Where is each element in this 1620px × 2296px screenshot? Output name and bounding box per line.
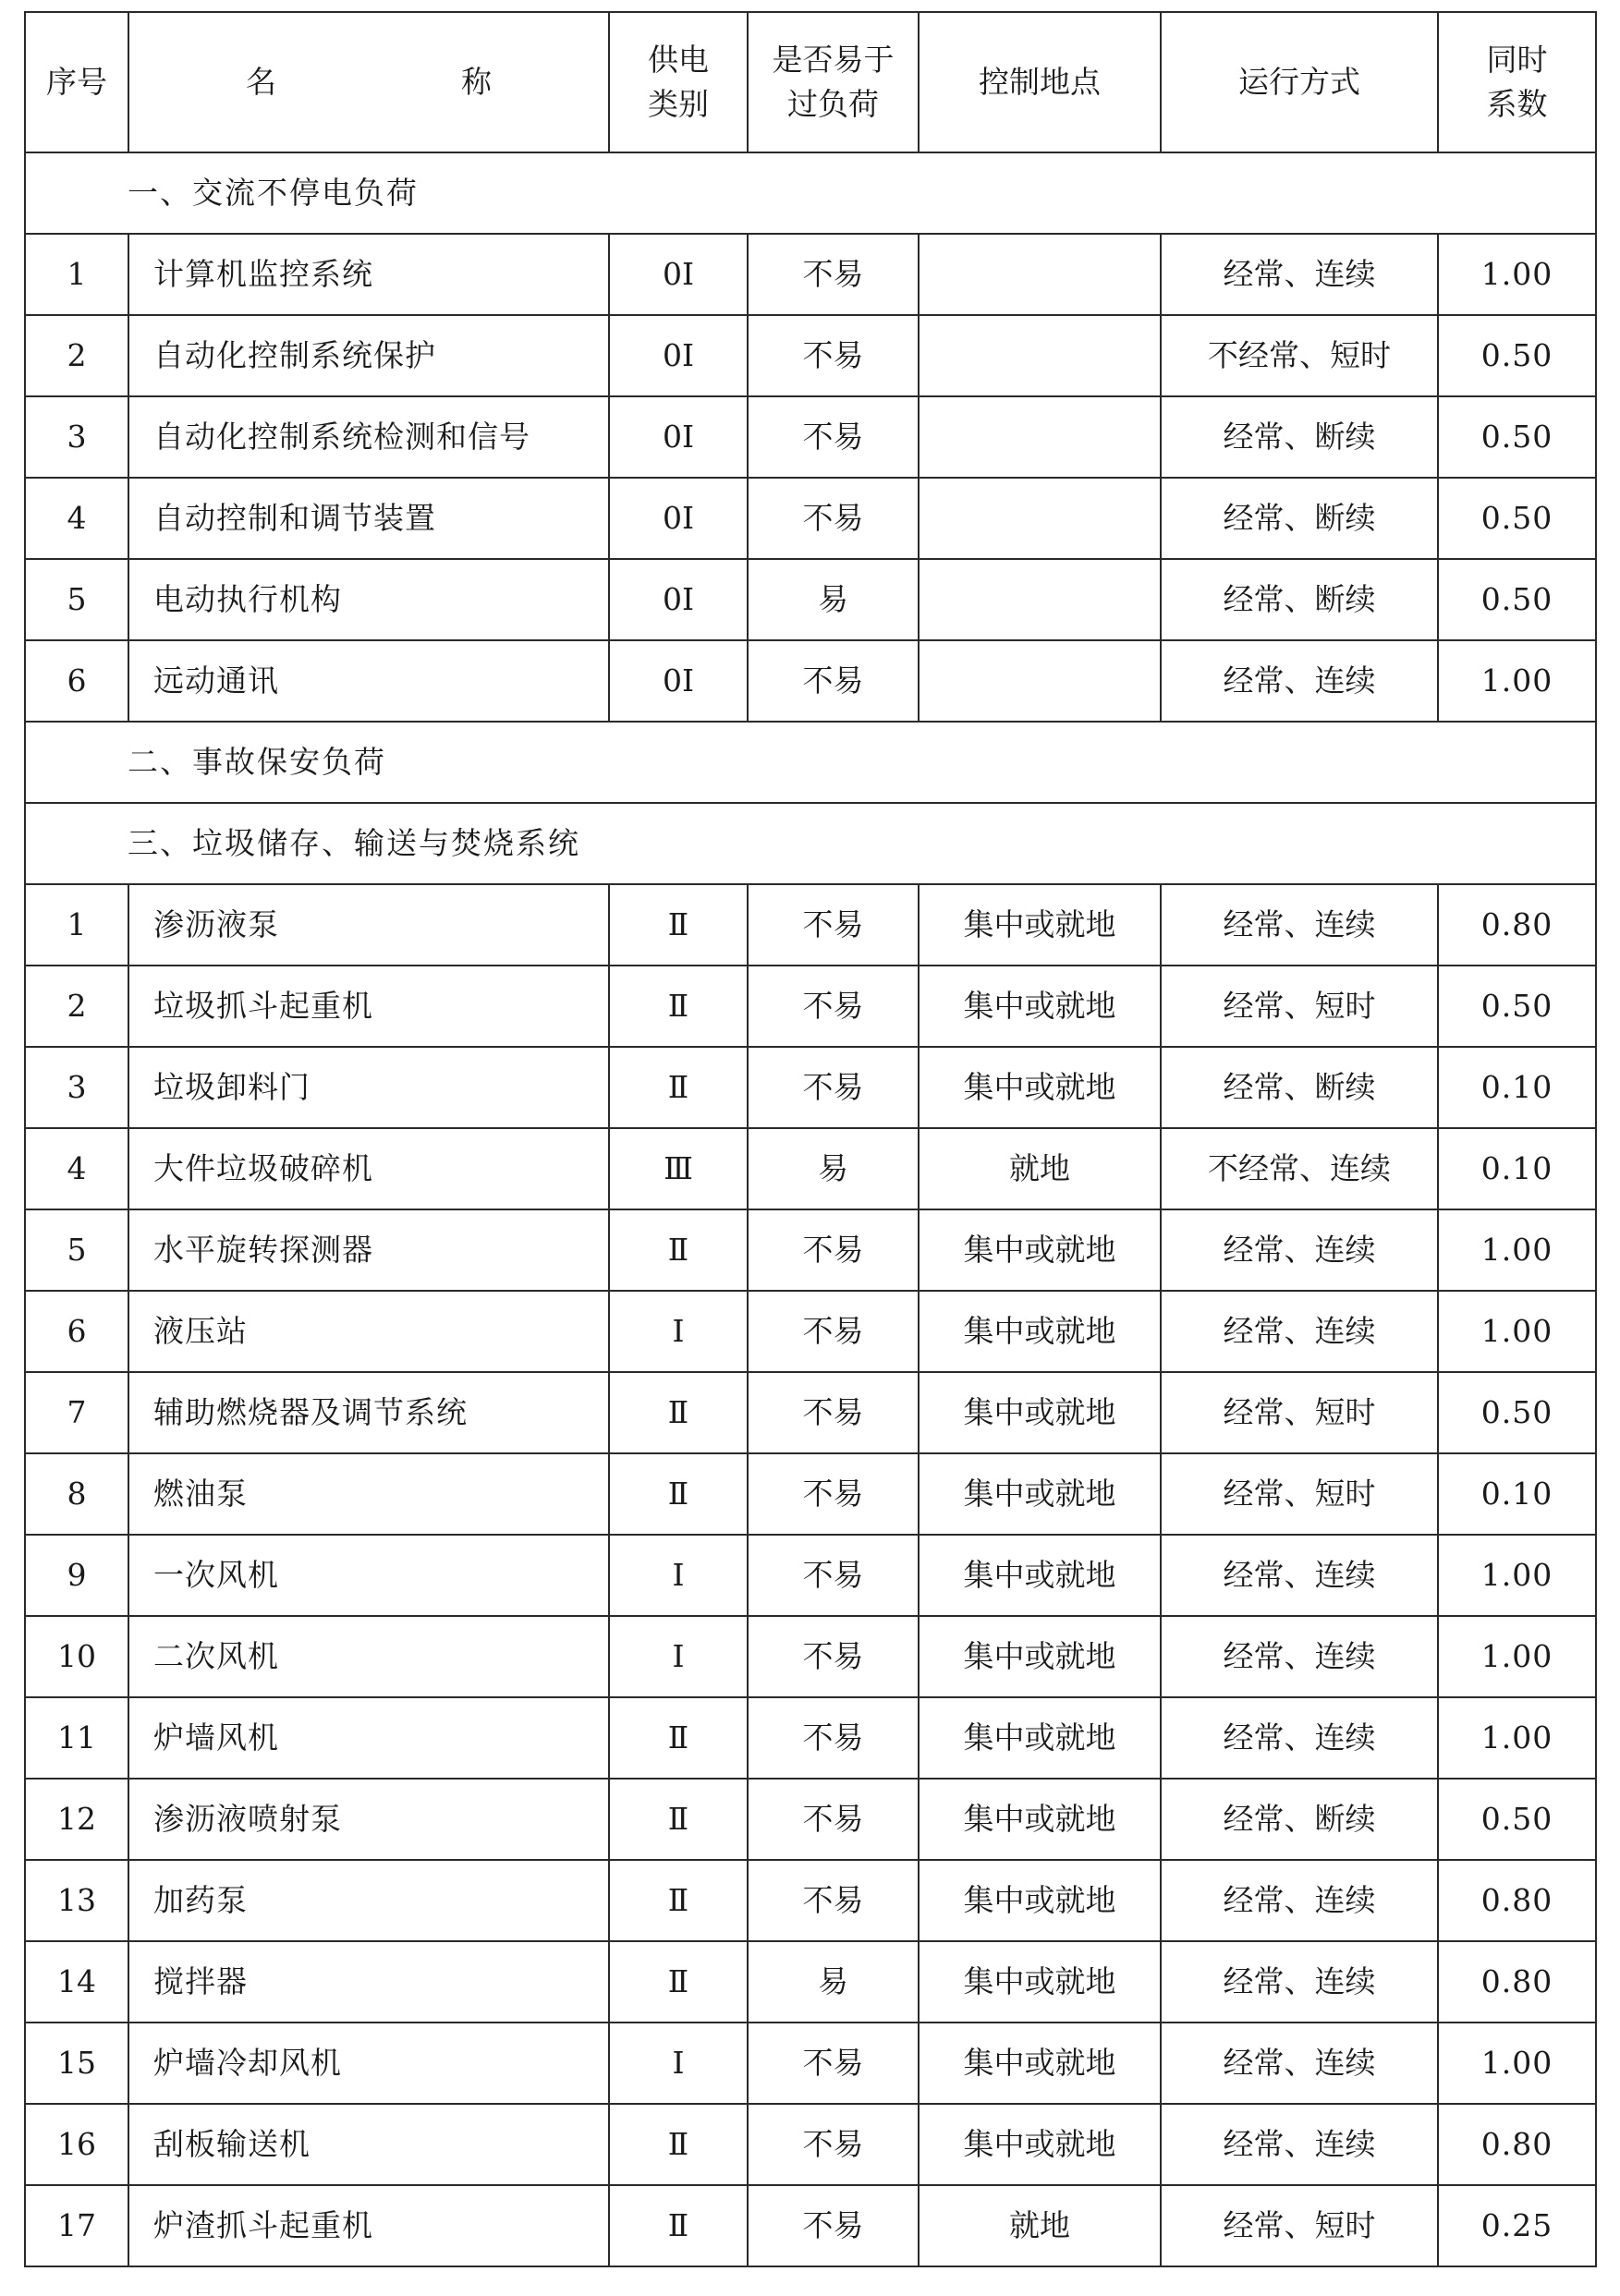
simultaneity-coefficient: 0.10 <box>1438 1453 1596 1535</box>
supply-category: Ⅱ <box>609 1779 748 1860</box>
operation-mode: 经常、连续 <box>1161 1697 1438 1779</box>
table-row <box>25 2185 1596 2266</box>
supply-category: Ⅲ <box>609 1128 748 1209</box>
col-header-seq: 序号 <box>25 12 128 152</box>
supply-category: 0Ⅰ <box>609 559 748 640</box>
supply-category: Ⅱ <box>609 1941 748 2023</box>
control-location: 集中或就地 <box>919 966 1161 1047</box>
row-number: 5 <box>25 1209 128 1291</box>
table-row <box>25 966 1596 1047</box>
simultaneity-coefficient: 0.50 <box>1438 1372 1596 1453</box>
row-number: 12 <box>25 1779 128 1860</box>
simultaneity-coefficient: 1.00 <box>1438 1291 1596 1372</box>
control-location: 集中或就地 <box>919 2023 1161 2104</box>
table-row <box>25 1291 1596 1372</box>
table-row <box>25 396 1596 478</box>
equipment-name: 渗沥液喷射泵 <box>128 1779 609 1860</box>
col-header-overload: 是否易于 过负荷 <box>748 12 919 152</box>
row-number: 3 <box>25 1047 128 1128</box>
equipment-name: 大件垃圾破碎机 <box>128 1128 609 1209</box>
supply-category: Ⅱ <box>609 884 748 966</box>
control-location: 集中或就地 <box>919 1291 1161 1372</box>
table-row <box>25 234 1596 315</box>
simultaneity-coefficient: 0.50 <box>1438 396 1596 478</box>
section-title-ups: 一、交流不停电负荷 <box>25 152 1596 234</box>
operation-mode: 经常、连续 <box>1161 2104 1438 2185</box>
overload-prone: 不易 <box>748 1616 919 1697</box>
supply-category: 0Ⅰ <box>609 396 748 478</box>
control-location <box>919 396 1161 478</box>
table-row <box>25 1697 1596 1779</box>
row-number: 8 <box>25 1453 128 1535</box>
supply-category: Ⅱ <box>609 2185 748 2266</box>
equipment-name: 水平旋转探测器 <box>128 1209 609 1291</box>
table-row <box>25 1453 1596 1535</box>
control-location <box>919 234 1161 315</box>
control-location: 集中或就地 <box>919 1616 1161 1697</box>
control-location: 就地 <box>919 1128 1161 1209</box>
simultaneity-coefficient: 1.00 <box>1438 2023 1596 2104</box>
table-row <box>25 1209 1596 1291</box>
operation-mode: 经常、连续 <box>1161 884 1438 966</box>
supply-category: Ⅱ <box>609 1860 748 1941</box>
equipment-name: 垃圾抓斗起重机 <box>128 966 609 1047</box>
overload-prone: 不易 <box>748 966 919 1047</box>
supply-category: Ⅱ <box>609 2104 748 2185</box>
row-number: 15 <box>25 2023 128 2104</box>
row-number: 1 <box>25 884 128 966</box>
equipment-name: 电动执行机构 <box>128 559 609 640</box>
row-number: 4 <box>25 1128 128 1209</box>
header-row <box>25 12 1596 152</box>
row-number: 4 <box>25 478 128 559</box>
table-row <box>25 1941 1596 2023</box>
equipment-name: 自动化控制系统保护 <box>128 315 609 396</box>
table-row <box>25 2104 1596 2185</box>
equipment-name: 渗沥液泵 <box>128 884 609 966</box>
table-row <box>25 478 1596 559</box>
control-location: 集中或就地 <box>919 1941 1161 2023</box>
overload-prone: 不易 <box>748 640 919 722</box>
simultaneity-coefficient: 0.80 <box>1438 1941 1596 2023</box>
operation-mode: 经常、连续 <box>1161 640 1438 722</box>
operation-mode: 经常、连续 <box>1161 1941 1438 2023</box>
row-number: 1 <box>25 234 128 315</box>
overload-prone: 不易 <box>748 1209 919 1291</box>
control-location: 就地 <box>919 2185 1161 2266</box>
table-row <box>25 2023 1596 2104</box>
overload-prone: 不易 <box>748 1779 919 1860</box>
overload-prone: 不易 <box>748 1047 919 1128</box>
equipment-name: 辅助燃烧器及调节系统 <box>128 1372 609 1453</box>
table-row <box>25 1047 1596 1128</box>
supply-category: Ⅱ <box>609 1372 748 1453</box>
simultaneity-coefficient: 1.00 <box>1438 1535 1596 1616</box>
table-row <box>25 1616 1596 1697</box>
operation-mode: 经常、短时 <box>1161 1372 1438 1453</box>
row-number: 2 <box>25 315 128 396</box>
simultaneity-coefficient: 1.00 <box>1438 234 1596 315</box>
supply-category: Ⅰ <box>609 1535 748 1616</box>
simultaneity-coefficient: 0.10 <box>1438 1128 1596 1209</box>
overload-prone: 不易 <box>748 1291 919 1372</box>
simultaneity-coefficient: 0.50 <box>1438 559 1596 640</box>
overload-prone: 不易 <box>748 396 919 478</box>
supply-category: Ⅱ <box>609 1209 748 1291</box>
row-number: 13 <box>25 1860 128 1941</box>
simultaneity-coefficient: 0.10 <box>1438 1047 1596 1128</box>
table-row <box>25 1860 1596 1941</box>
row-number: 10 <box>25 1616 128 1697</box>
equipment-name: 二次风机 <box>128 1616 609 1697</box>
overload-prone: 不易 <box>748 234 919 315</box>
supply-category: Ⅰ <box>609 2023 748 2104</box>
equipment-name: 炉墙冷却风机 <box>128 2023 609 2104</box>
supply-category: Ⅰ <box>609 1291 748 1372</box>
equipment-name: 液压站 <box>128 1291 609 1372</box>
operation-mode: 不经常、短时 <box>1161 315 1438 396</box>
simultaneity-coefficient: 0.80 <box>1438 884 1596 966</box>
operation-mode: 经常、连续 <box>1161 1291 1438 1372</box>
simultaneity-coefficient: 1.00 <box>1438 1616 1596 1697</box>
row-number: 17 <box>25 2185 128 2266</box>
overload-prone: 不易 <box>748 2023 919 2104</box>
overload-prone: 不易 <box>748 2104 919 2185</box>
equipment-name: 加药泵 <box>128 1860 609 1941</box>
operation-mode: 经常、连续 <box>1161 1616 1438 1697</box>
section-row <box>25 722 1596 803</box>
operation-mode: 经常、连续 <box>1161 234 1438 315</box>
operation-mode: 经常、短时 <box>1161 2185 1438 2266</box>
control-location <box>919 640 1161 722</box>
table-row <box>25 315 1596 396</box>
col-header-name: 名 称 <box>128 12 609 152</box>
equipment-name: 垃圾卸料门 <box>128 1047 609 1128</box>
operation-mode: 经常、连续 <box>1161 1860 1438 1941</box>
simultaneity-coefficient: 0.50 <box>1438 478 1596 559</box>
simultaneity-coefficient: 0.50 <box>1438 966 1596 1047</box>
control-location <box>919 315 1161 396</box>
row-number: 3 <box>25 396 128 478</box>
supply-category: 0Ⅰ <box>609 478 748 559</box>
overload-prone: 易 <box>748 1941 919 2023</box>
equipment-name: 搅拌器 <box>128 1941 609 2023</box>
overload-prone: 不易 <box>748 1453 919 1535</box>
control-location: 集中或就地 <box>919 2104 1161 2185</box>
row-number: 2 <box>25 966 128 1047</box>
equipment-name: 一次风机 <box>128 1535 609 1616</box>
control-location: 集中或就地 <box>919 1860 1161 1941</box>
overload-prone: 不易 <box>748 2185 919 2266</box>
simultaneity-coefficient: 1.00 <box>1438 1209 1596 1291</box>
section-title-emergency: 二、事故保安负荷 <box>25 722 1596 803</box>
equipment-name: 自动控制和调节装置 <box>128 478 609 559</box>
overload-prone: 不易 <box>748 1535 919 1616</box>
operation-mode: 经常、断续 <box>1161 1047 1438 1128</box>
table-row <box>25 1779 1596 1860</box>
control-location: 集中或就地 <box>919 1697 1161 1779</box>
operation-mode: 不经常、连续 <box>1161 1128 1438 1209</box>
control-location: 集中或就地 <box>919 1372 1161 1453</box>
equipment-name: 燃油泵 <box>128 1453 609 1535</box>
equipment-name: 自动化控制系统检测和信号 <box>128 396 609 478</box>
control-location: 集中或就地 <box>919 884 1161 966</box>
load-table <box>24 11 1597 2267</box>
simultaneity-coefficient: 0.50 <box>1438 315 1596 396</box>
control-location <box>919 559 1161 640</box>
operation-mode: 经常、短时 <box>1161 966 1438 1047</box>
overload-prone: 不易 <box>748 884 919 966</box>
row-number: 6 <box>25 1291 128 1372</box>
simultaneity-coefficient: 0.25 <box>1438 2185 1596 2266</box>
col-header-control: 控制地点 <box>919 12 1161 152</box>
supply-category: 0Ⅰ <box>609 234 748 315</box>
operation-mode: 经常、断续 <box>1161 1779 1438 1860</box>
supply-category: Ⅱ <box>609 1047 748 1128</box>
overload-prone: 易 <box>748 1128 919 1209</box>
table-row <box>25 640 1596 722</box>
operation-mode: 经常、连续 <box>1161 1209 1438 1291</box>
overload-prone: 不易 <box>748 1697 919 1779</box>
row-number: 14 <box>25 1941 128 2023</box>
equipment-name: 远动通讯 <box>128 640 609 722</box>
simultaneity-coefficient: 0.50 <box>1438 1779 1596 1860</box>
table-row <box>25 559 1596 640</box>
supply-category: Ⅱ <box>609 1697 748 1779</box>
operation-mode: 经常、断续 <box>1161 396 1438 478</box>
equipment-name: 炉渣抓斗起重机 <box>128 2185 609 2266</box>
col-header-supply: 供电 类别 <box>609 12 748 152</box>
simultaneity-coefficient: 0.80 <box>1438 2104 1596 2185</box>
section-title-waste-system: 三、垃圾储存、输送与焚烧系统 <box>25 803 1596 884</box>
row-number: 6 <box>25 640 128 722</box>
table-row <box>25 1128 1596 1209</box>
control-location: 集中或就地 <box>919 1535 1161 1616</box>
simultaneity-coefficient: 1.00 <box>1438 640 1596 722</box>
row-number: 5 <box>25 559 128 640</box>
supply-category: 0Ⅰ <box>609 315 748 396</box>
operation-mode: 经常、断续 <box>1161 478 1438 559</box>
operation-mode: 经常、短时 <box>1161 1453 1438 1535</box>
table-row <box>25 1535 1596 1616</box>
control-location: 集中或就地 <box>919 1453 1161 1535</box>
equipment-name: 计算机监控系统 <box>128 234 609 315</box>
overload-prone: 不易 <box>748 1372 919 1453</box>
control-location <box>919 478 1161 559</box>
table-row <box>25 884 1596 966</box>
simultaneity-coefficient: 0.80 <box>1438 1860 1596 1941</box>
col-header-operation: 运行方式 <box>1161 12 1438 152</box>
row-number: 16 <box>25 2104 128 2185</box>
supply-category: Ⅰ <box>609 1616 748 1697</box>
control-location: 集中或就地 <box>919 1047 1161 1128</box>
operation-mode: 经常、断续 <box>1161 559 1438 640</box>
control-location: 集中或就地 <box>919 1779 1161 1860</box>
supply-category: Ⅱ <box>609 966 748 1047</box>
supply-category: Ⅱ <box>609 1453 748 1535</box>
row-number: 9 <box>25 1535 128 1616</box>
row-number: 11 <box>25 1697 128 1779</box>
simultaneity-coefficient: 1.00 <box>1438 1697 1596 1779</box>
equipment-name: 炉墙风机 <box>128 1697 609 1779</box>
col-header-coef: 同时 系数 <box>1438 12 1596 152</box>
section-row <box>25 152 1596 234</box>
overload-prone: 不易 <box>748 1860 919 1941</box>
overload-prone: 不易 <box>748 315 919 396</box>
section-row <box>25 803 1596 884</box>
overload-prone: 易 <box>748 559 919 640</box>
control-location: 集中或就地 <box>919 1209 1161 1291</box>
row-number: 7 <box>25 1372 128 1453</box>
overload-prone: 不易 <box>748 478 919 559</box>
table-body <box>25 152 1596 2266</box>
operation-mode: 经常、连续 <box>1161 2023 1438 2104</box>
supply-category: 0Ⅰ <box>609 640 748 722</box>
equipment-name: 刮板输送机 <box>128 2104 609 2185</box>
table-row <box>25 1372 1596 1453</box>
operation-mode: 经常、连续 <box>1161 1535 1438 1616</box>
